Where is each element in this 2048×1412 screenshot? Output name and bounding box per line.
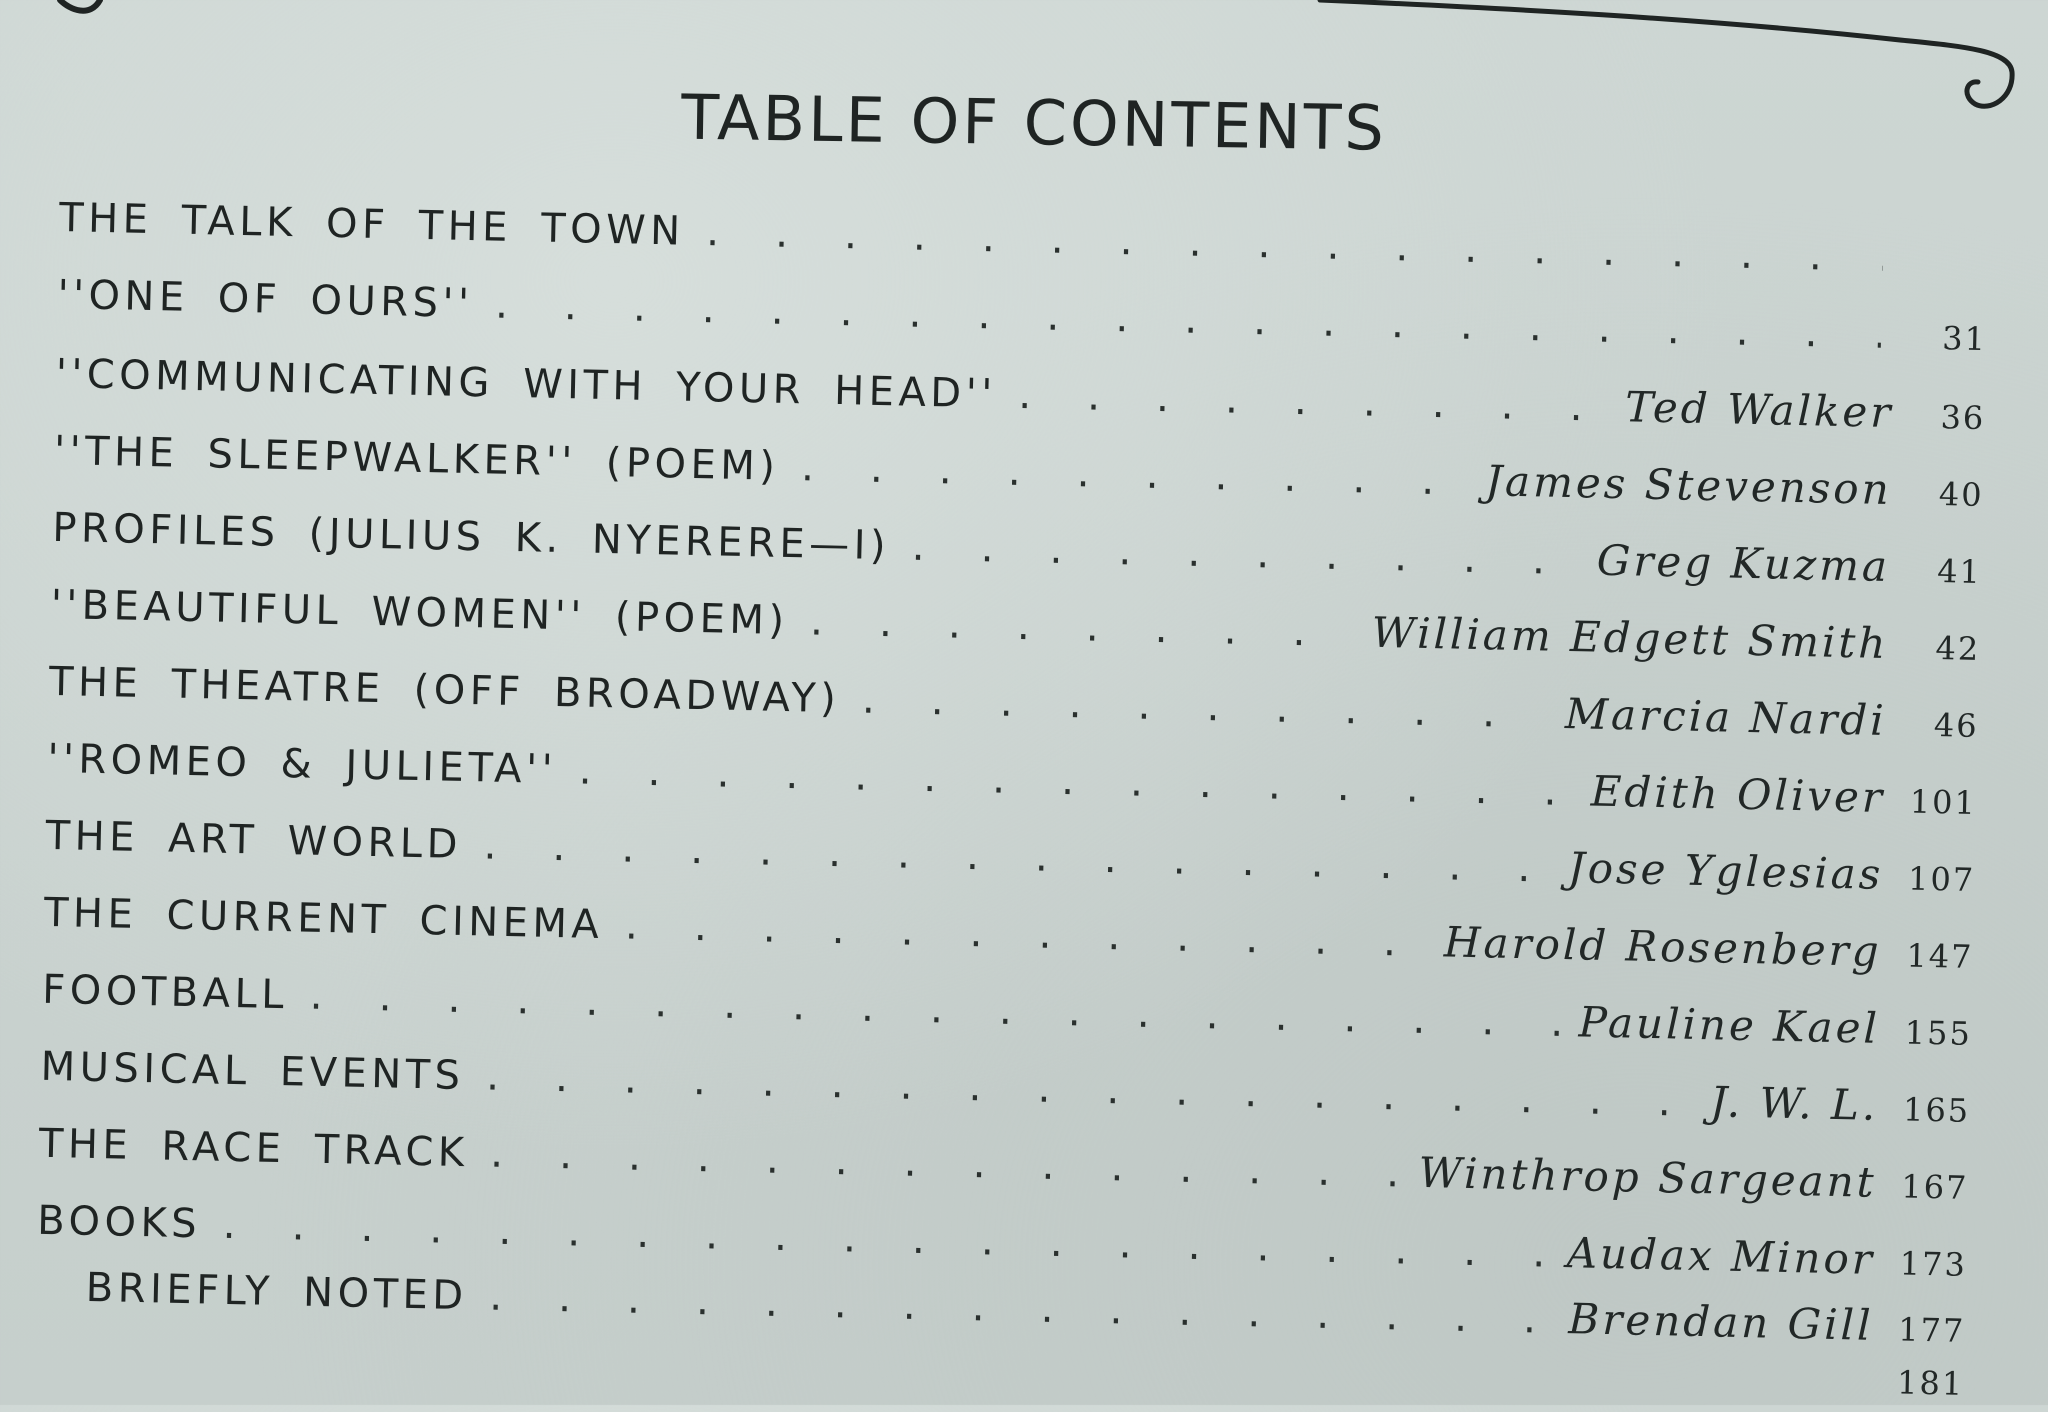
dot-leader <box>907 511 1583 603</box>
entry-author: Brendan Gill <box>1567 1294 1874 1350</box>
entry-title: THE RACE TRACK <box>38 1120 470 1177</box>
entry-author: Audax Minor <box>1566 1228 1876 1284</box>
entry-title: FOOTBALL <box>41 966 289 1019</box>
dot-leader <box>796 431 1472 523</box>
entry-title: ''BEAUTIFUL WOMEN'' (POEM) <box>50 581 789 644</box>
entry-title: ''ROMEO & JULIETA'' <box>46 735 558 793</box>
dot-leader <box>806 585 1359 674</box>
entry-page-number: 165 <box>1902 1090 1971 1130</box>
entry-author: Ted Walker <box>1624 382 1894 438</box>
entry-page-number: 101 <box>1909 782 1978 822</box>
entry-page-number: 36 <box>1940 398 1986 438</box>
entry-title: THE TALK OF THE TOWN <box>58 194 686 255</box>
entry-author: Pauline Kael <box>1578 997 1881 1053</box>
entry-author: Edith Oliver <box>1590 766 1886 822</box>
entry-title: ''ONE OF OURS'' <box>56 271 474 328</box>
entry-author: William Edgett Smith <box>1371 607 1889 668</box>
entry-page-number: 42 <box>1935 629 1981 668</box>
entry-page-number: 177 <box>1897 1310 1966 1350</box>
page-title: TABLE OF CONTENTS <box>680 80 1388 165</box>
entry-title: THE CURRENT CINEMA <box>43 889 604 949</box>
entry-page-number: 46 <box>1933 706 1979 745</box>
entry-author: Marcia Nardi <box>1564 688 1888 745</box>
entry-page-number: 181 <box>1896 1363 1965 1403</box>
contents-list <box>34 180 1990 1412</box>
entry-title: MUSICAL EVENTS <box>40 1043 465 1100</box>
entry-title: THE THEATRE (OFF BROADWAY) <box>48 658 841 723</box>
entry-page-number <box>1896 271 1988 273</box>
entry-title: BRIEFLY NOTED <box>85 1264 469 1320</box>
entry-page-number: 173 <box>1899 1244 1968 1284</box>
entry-author: Jose Yglesias <box>1567 843 1884 899</box>
entry-author: Winthrop Sargeant <box>1418 1147 1878 1207</box>
entry-author: James Stevenson <box>1484 456 1893 515</box>
entry-author: Greg Kuzma <box>1596 535 1891 592</box>
entry-title: BOOKS <box>36 1197 202 1248</box>
entry-title: PROFILES (JULIUS K. NYERERE—I) <box>51 504 891 570</box>
entry-title: ''THE SLEEPWALKER'' (POEM) <box>53 427 780 490</box>
entry-page-number: 41 <box>1936 552 1983 592</box>
entry-page-number: 107 <box>1907 859 1976 899</box>
entry-author: Harold Rosenberg <box>1443 917 1883 976</box>
entry-page-number: 31 <box>1941 319 1988 359</box>
entry-page-number: 40 <box>1938 475 1984 515</box>
entry-page-number: 167 <box>1900 1167 1969 1207</box>
entry-author: J. W. L. <box>1709 1077 1879 1130</box>
entry-page-number: 155 <box>1904 1013 1973 1053</box>
entry-title: THE ART WORLD <box>45 812 463 868</box>
entry-title: ''COMMUNICATING WITH YOUR HEAD'' <box>55 350 998 418</box>
entry-page-number: 147 <box>1906 936 1974 976</box>
dot-leader <box>1014 359 1612 449</box>
